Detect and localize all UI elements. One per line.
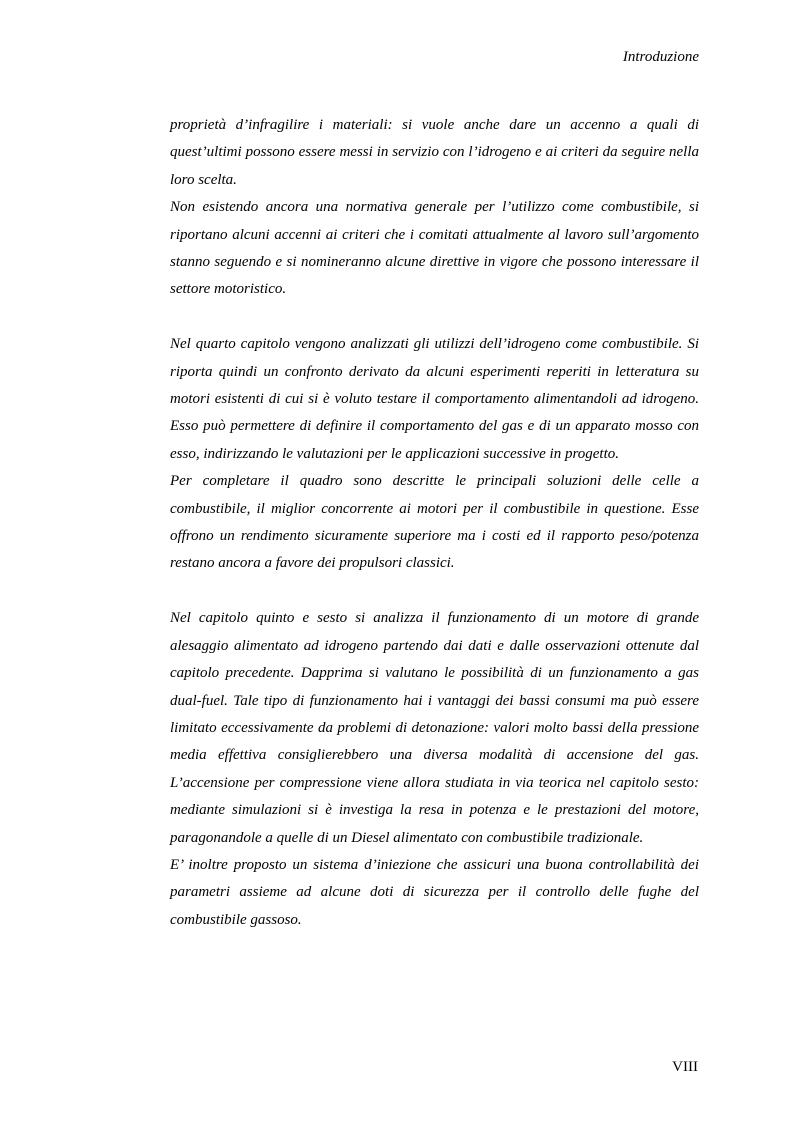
paragraph-injection-system: E’ inoltre proposto un sistema d’iniezione che assicuri una buona controllabilità dei parametri assieme ad alcune doti di sicurezza per il controllo delle fughe del combustibile gassoso. — [170, 856, 699, 928]
page-number: VIII — [672, 1059, 698, 1075]
paragraph-fuel-cells: Per completare il quadro sono descritte le principali soluzioni delle celle a combustibile, il miglior concorrente ai motori per il combustibile in questione. Esse offrono un rendimento sicuramente superiore ma i costi ed il rapporto peso/potenza restano ancora a favore dei propulsori classici. — [170, 473, 699, 572]
paragraph-chapter-four: Nel quarto capitolo vengono analizzati gli utilizzi dell’idrogeno come combustibile. Si riporta quindi un confronto derivato da alcuni esperimenti reperiti in letteratura su motori esistenti di cui si è voluto testare il comportamento alimentandoli ad idrogeno. Esso può permettere di definire il comportamento del gas e di un apparato mosso con esso, indirizzando le valutazioni per le applicazioni successive in progetto. — [170, 336, 699, 462]
paragraph-chapters-five-six: Nel capitolo quinto e sesto si analizza il funzionamento di un motore di grande alesaggio alimentato ad idrogeno partendo dai dati e dalle osservazioni ottenute dal capitolo precedente. Dapprima si valutano le possibilità di un funzionamento a gas dual-fuel. Tale tipo di funzionamento hai i vantaggi dei bassi consumi ma può essere limitato eccessivamente da problemi di detonazione: valori molto bassi della pressione media effettiva consiglierebbero una diversa modalità di accensione del gas. L’accensione per compressione viene allora studiata in via teorica nel capitolo sesto: mediante simulazioni si è investiga la resa in potenza e le prestazioni del motore, paragonandole a quelle di un Diesel alimentato con combustibile tradizionale. — [170, 610, 699, 846]
paragraph-regulations: Non esistendo ancora una normativa generale per l’utilizzo come combustibile, si riportano alcuni accenni ai criteri che i comitati attualmente al lavoro sull’argomento stanno seguendo e si nomineranno alcune direttive in vigore che possono interessare il settore motoristico. — [170, 199, 699, 298]
paragraph-materials: proprietà d’infragilire i materiali: si vuole anche dare un accenno a quali di quest’ultimi possono essere messi in servizio con l’idrogeno e ai criteri da seguire nella loro scelta. — [170, 117, 699, 188]
paragraph-spacer — [170, 578, 699, 605]
body-text — [170, 112, 699, 934]
running-header: Introduzione — [622, 49, 699, 65]
paragraph-spacer — [170, 304, 699, 331]
